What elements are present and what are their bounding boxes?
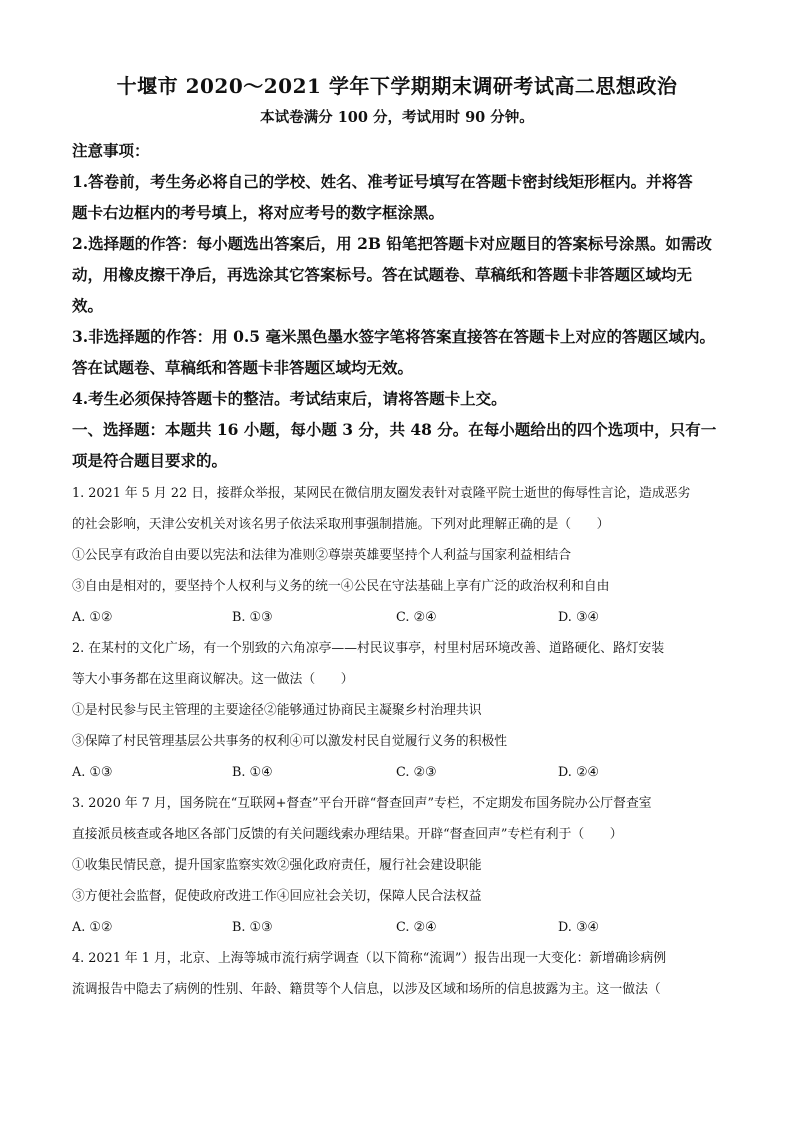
notice-line: 3.非选择题的作答：用 0.5 毫米黑色墨水签字笔将答案直接答在答题卡上对应的答题区域内。 [72,327,715,346]
question-text: 1. 2021 年 5 月 22 日，接群众举报，某网民在微信朋友圈发表针对袁隆平院士逝世的侮辱性言论，造成恶劣 [72,486,691,501]
notice-line: 答在试题卷、草稿纸和答题卡非答题区域均无效。 [72,358,414,377]
page-subtitle: 本试卷满分 100 分，考试用时 90 分钟。 [260,109,534,126]
options-row [72,602,732,633]
question-text: 2. 在某村的文化广场，有一个别致的六角凉亭——村民议事亭，村里村居环境改善、道路硬化、路灯安装 [72,641,665,656]
option-b: B. ①④ [232,765,273,780]
notice-line: 4.考生必须保持答题卡的整洁。考试结束后，请将答题卡上交。 [72,389,507,408]
option-d: D. ③④ [558,610,599,625]
statement-line: ③保障了村民管理基层公共事务的权利④可以激发村民自觉履行义务的积极性 [72,734,508,749]
notice-line: 效。 [72,296,104,315]
question-text: 流调报告中隐去了病例的性别、年龄、籍贯等个人信息，以涉及区域和场所的信息披露为主。这一做法（ [72,982,661,997]
options-row [72,757,732,788]
section-heading: 一、选择题：本题共 16 小题，每小题 3 分，共 48 分。在每小题给出的四个选项中，只有一 [72,420,717,439]
notice-line: 1.答卷前，考生务必将自己的学校、姓名、准考证号填写在答题卡密封线矩形框内。并将答 [72,172,693,191]
option-a: A. ①② [72,920,113,935]
notice-line: 2.选择题的作答：每小题选出答案后，用 2B 铅笔把答题卡对应题目的答案标号涂黑。如需改 [72,234,712,253]
page-title: 十堰市 2020～2021 学年下学期期末调研考试高二思想政治 [116,74,678,98]
question-2 [72,633,732,788]
option-b: B. ①③ [232,610,273,625]
option-b: B. ①③ [232,920,273,935]
option-c: C. ②④ [396,610,437,625]
question-1 [72,478,732,633]
question-text: 的社会影响，天津公安机关对该名男子依法采取刑事强制措施。下列对此理解正确的是（ ） [72,517,610,532]
question-3 [72,788,732,943]
question-text: 直接派员核查或各地区各部门反馈的有关问题线索办理结果。开辟“督查回声”专栏有利于（ ） [72,827,623,842]
section-heading: 项是符合题目要求的。 [72,451,228,470]
option-d: D. ②④ [558,765,599,780]
option-c: C. ②③ [396,765,437,780]
option-a: A. ①③ [72,765,113,780]
statement-line: ①收集民情民意，提升国家监察实效②强化政府责任，履行社会建设职能 [72,858,482,873]
option-a: A. ①② [72,610,113,625]
option-d: D. ③④ [558,920,599,935]
question-text: 3. 2020 年 7 月，国务院在“互联网+督查”平台开辟“督查回声”专栏，不定期发布国务院办公厅督查室 [72,796,652,811]
statement-line: ③方便社会监督，促使政府改进工作④回应社会关切，保障人民合法权益 [72,889,482,904]
statement-line: ①是村民参与民主管理的主要途径②能够通过协商民主凝聚乡村治理共识 [72,703,482,718]
notice-line: 动，用橡皮擦干净后，再选涂其它答案标号。答在试题卷、草稿纸和答题卡非答题区域均无 [72,265,693,284]
question-text: 等大小事务都在这里商议解决。这一做法（ ） [72,672,354,687]
notice-heading: 注意事项： [72,141,150,160]
statement-line: ③自由是相对的，要坚持个人权利与义务的统一④公民在守法基础上享有广泛的政治权利和自由 [72,579,610,594]
option-c: C. ②④ [396,920,437,935]
question-text: 4. 2021 年 1 月，北京、上海等城市流行病学调查（以下简称“流调”）报告出现一大变化：新增确诊病例 [72,951,667,966]
question-4 [72,943,732,1005]
notice-block [72,135,732,476]
options-row [72,912,732,943]
notice-line: 题卡右边框内的考号填上，将对应考号的数字框涂黑。 [72,203,445,222]
statement-line: ①公民享有政治自由要以宪法和法律为准则②尊崇英雄要坚持个人利益与国家利益相结合 [72,548,572,563]
